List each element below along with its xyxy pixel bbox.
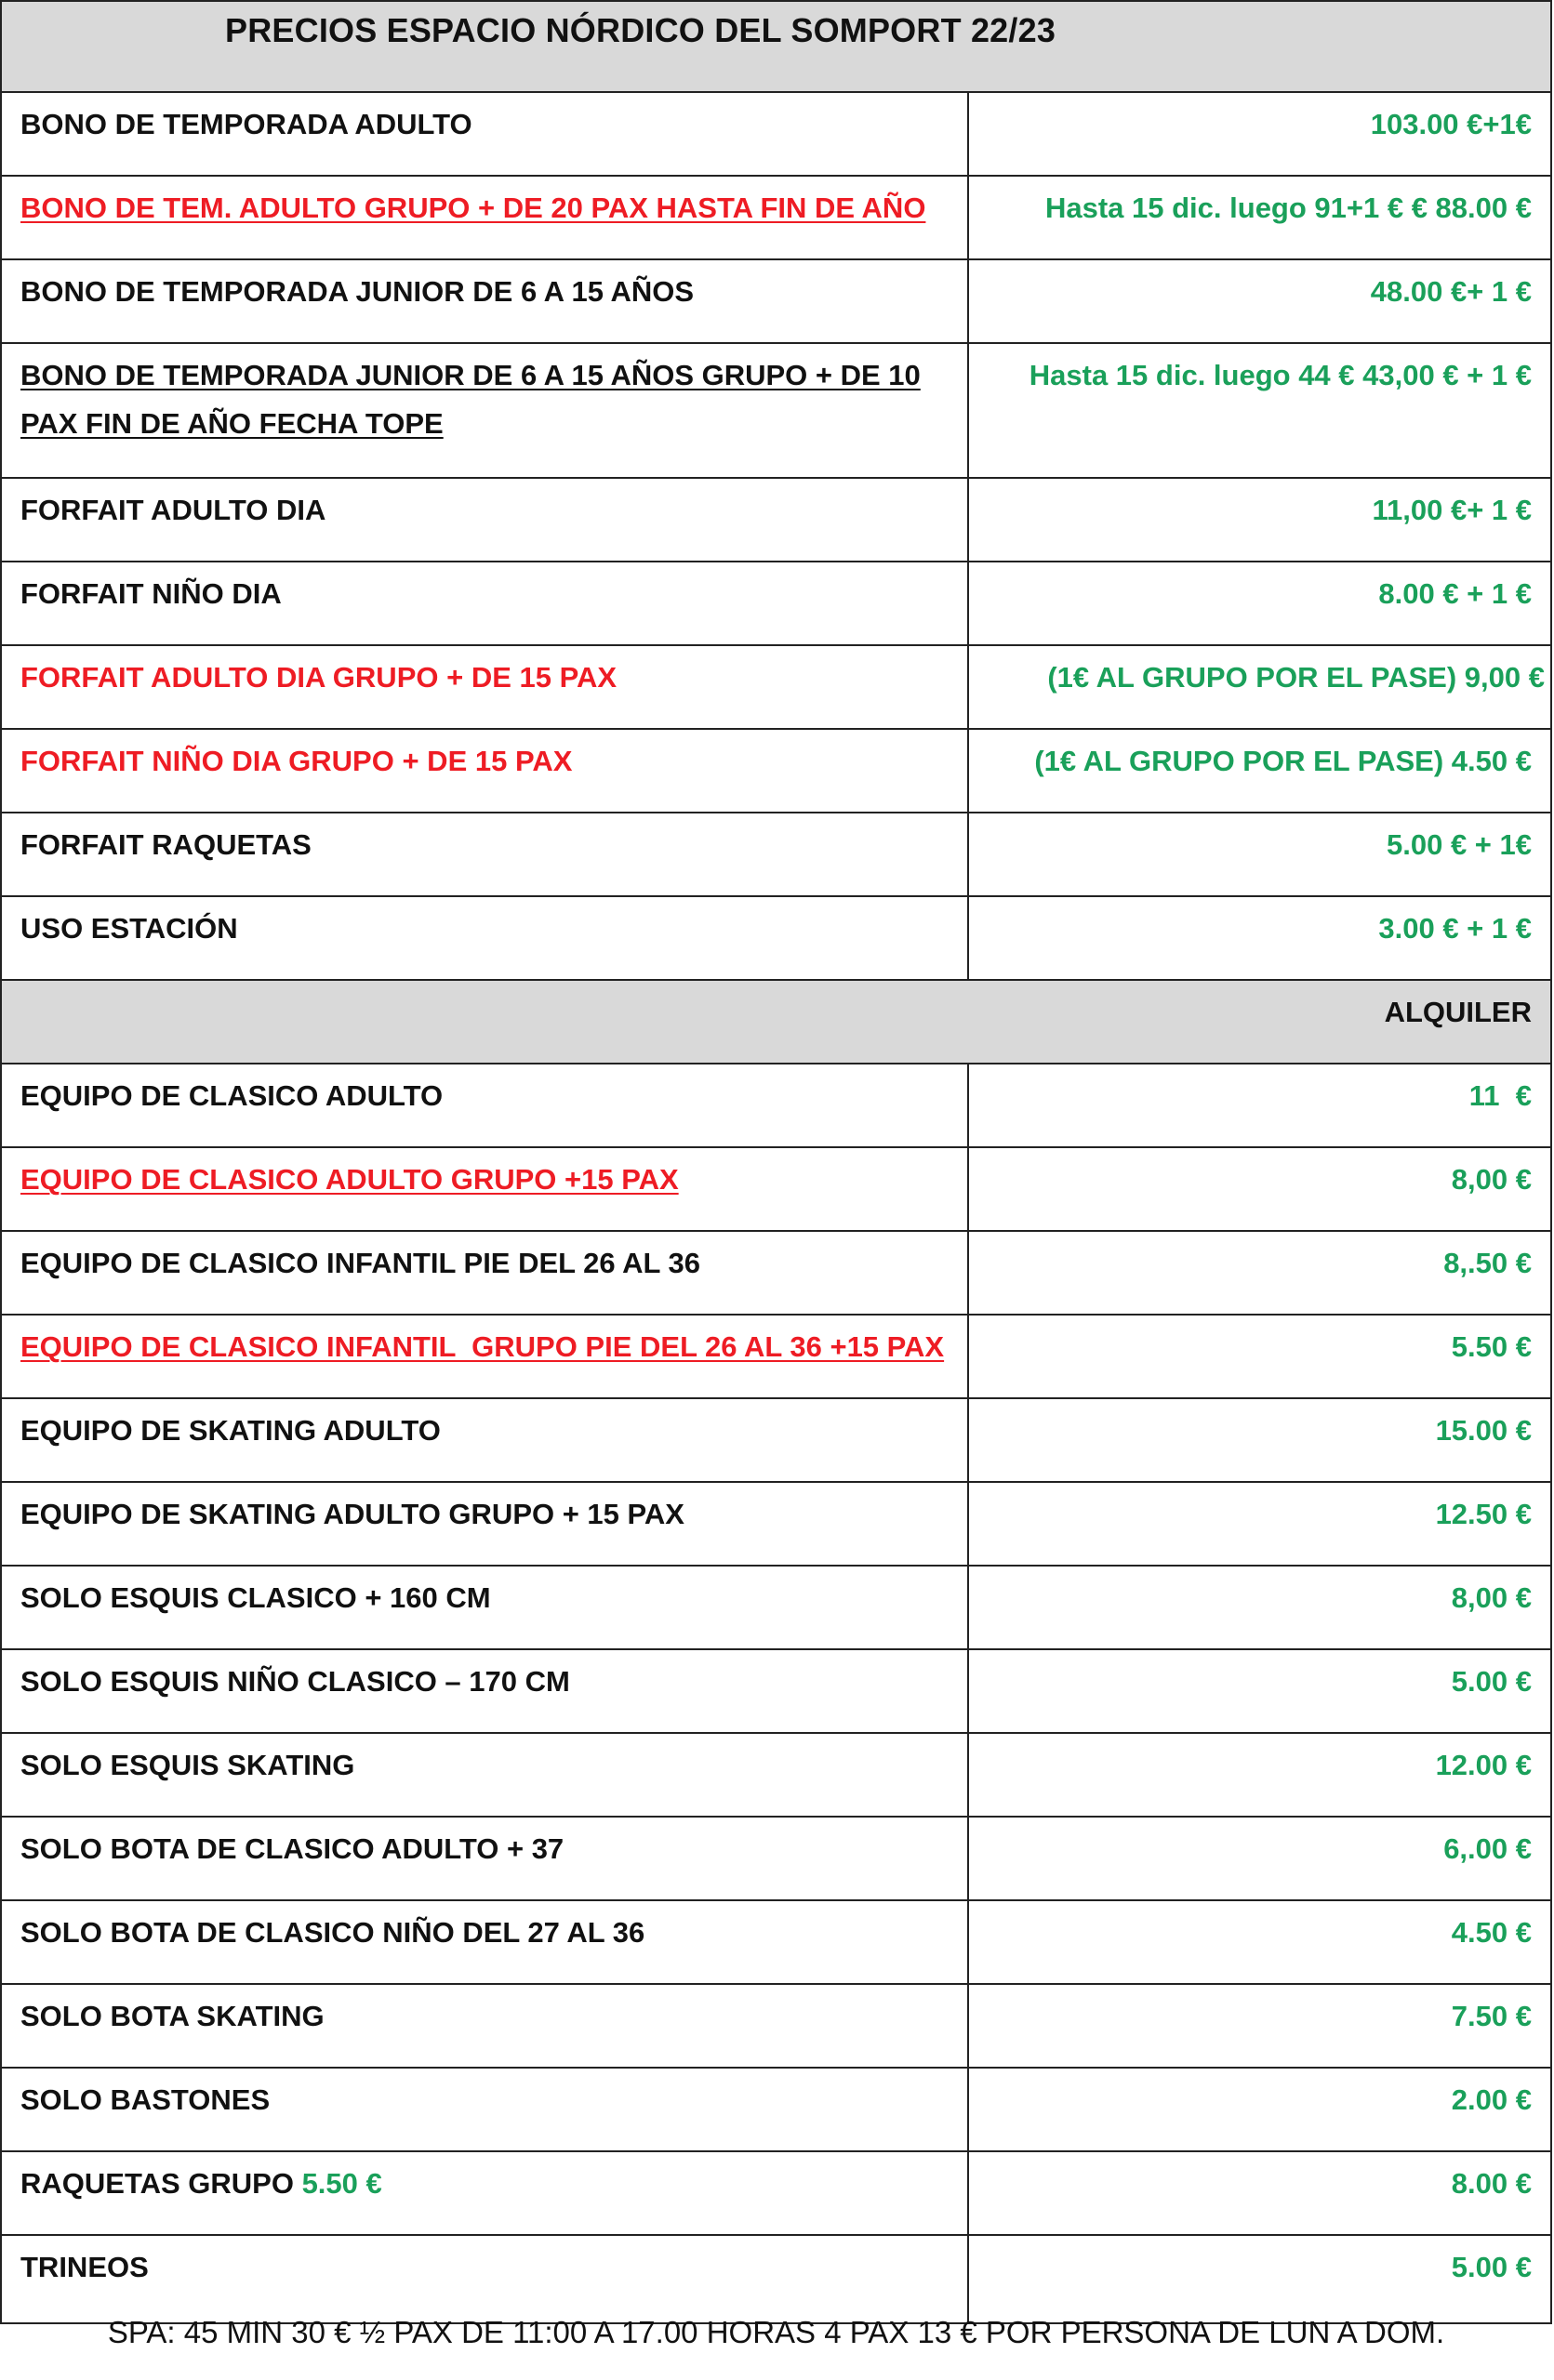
item-label: SOLO ESQUIS CLASICO + 160 CM <box>2 1567 969 1648</box>
price-row <box>0 646 1552 730</box>
item-label: FORFAIT NIÑO DIA <box>2 562 969 644</box>
price-row <box>0 479 1552 562</box>
price-row <box>0 177 1552 260</box>
item-price: 8,.50 € <box>1443 1247 1532 1279</box>
item-label: EQUIPO DE CLASICO INFANTIL PIE DEL 26 AL 36 <box>2 1232 969 1314</box>
title-bar <box>0 0 1552 93</box>
item-label: SOLO ESQUIS SKATING <box>2 1734 969 1816</box>
item-label: RAQUETAS GRUPO <box>20 2167 302 2200</box>
item-price: 5.00 € <box>1451 2251 1532 2283</box>
item-price: 6,.00 € <box>1443 1832 1532 1865</box>
item-label: EQUIPO DE CLASICO ADULTO GRUPO +15 PAX <box>20 1163 679 1196</box>
price-row <box>0 93 1552 177</box>
item-label: BONO DE TEMPORADA JUNIOR DE 6 A 15 AÑOS GRUPO + DE 10 <box>20 359 921 391</box>
item-label: BONO DE TEMPORADA JUNIOR DE 6 A 15 AÑOS <box>2 260 969 342</box>
item-price: 2.00 € <box>1451 2083 1532 2116</box>
item-label: FORFAIT RAQUETAS <box>2 813 969 895</box>
item-label: BONO DE TEM. ADULTO GRUPO + DE 20 PAX HASTA FIN DE AÑO <box>20 192 926 224</box>
spa-footer-note: SPA: 45 MIN 30 € ½ PAX DE 11:00 A 17.00 HORAS 4 PAX 13 € POR PERSONA DE LUN A DOM. <box>107 2315 1445 2349</box>
price-row <box>0 1148 1552 1232</box>
price-row <box>0 1232 1552 1316</box>
item-price: 5.50 € <box>1451 1330 1532 1363</box>
item-price: 15.00 € <box>1435 1414 1532 1447</box>
item-label-group-price: 5.50 € <box>301 2167 382 2200</box>
item-price: 8.00 € <box>1451 2167 1532 2200</box>
rental-section-header <box>0 981 1552 1064</box>
item-label: SOLO BOTA DE CLASICO ADULTO + 37 <box>2 1818 969 1899</box>
price-row <box>0 813 1552 897</box>
item-label: TRINEOS <box>2 2236 969 2322</box>
item-label: FORFAIT ADULTO DIA GRUPO + DE 15 PAX <box>2 646 969 728</box>
item-price: (1€ AL GRUPO POR EL PASE) 4.50 € <box>1034 745 1532 777</box>
item-label: EQUIPO DE SKATING ADULTO <box>2 1399 969 1481</box>
item-price: 8,00 € <box>1451 1163 1532 1196</box>
item-price: 48.00 €+ 1 € <box>1370 275 1532 308</box>
item-price: 12.50 € <box>1435 1498 1532 1530</box>
price-row <box>0 1399 1552 1483</box>
item-label: SOLO ESQUIS NIÑO CLASICO – 170 CM <box>2 1650 969 1732</box>
price-row <box>0 1567 1552 1650</box>
price-row <box>0 1985 1552 2069</box>
price-row <box>0 1734 1552 1818</box>
item-label: SOLO BOTA DE CLASICO NIÑO DEL 27 AL 36 <box>2 1901 969 1983</box>
item-label: SOLO BASTONES <box>2 2069 969 2150</box>
price-row <box>0 260 1552 344</box>
item-label: EQUIPO DE CLASICO INFANTIL GRUPO PIE DEL 26 AL 36 +15 PAX <box>20 1330 945 1363</box>
price-row <box>0 2152 1552 2236</box>
item-price: (1€ AL GRUPO POR EL PASE) 9,00 € <box>1047 661 1545 694</box>
item-label: BONO DE TEMPORADA ADULTO <box>2 93 969 175</box>
item-label: SOLO BOTA SKATING <box>2 1985 969 2067</box>
item-price: Hasta 15 dic. luego 44 € 43,00 € + 1 € <box>1029 359 1532 391</box>
item-label-line2: PAX FIN DE AÑO FECHA TOPE <box>20 407 444 440</box>
price-row <box>0 730 1552 813</box>
price-row <box>0 2236 1552 2324</box>
price-row <box>0 562 1552 646</box>
price-row <box>0 1818 1552 1901</box>
section-title: ALQUILER <box>1384 996 1532 1028</box>
price-row <box>0 1316 1552 1399</box>
item-price: 4.50 € <box>1451 1916 1532 1949</box>
item-price: 5.00 € + 1€ <box>1387 828 1532 861</box>
item-price: 8.00 € + 1 € <box>1378 577 1532 610</box>
price-row <box>0 897 1552 981</box>
item-price: 7.50 € <box>1451 2000 1532 2032</box>
price-row <box>0 1650 1552 1734</box>
item-label: EQUIPO DE CLASICO ADULTO <box>2 1064 969 1146</box>
item-price: 8,00 € <box>1451 1581 1532 1614</box>
price-row <box>0 2069 1552 2152</box>
item-price: 103.00 €+1€ <box>1370 108 1532 140</box>
price-row <box>0 1901 1552 1985</box>
item-price: 11 € <box>1468 1079 1532 1112</box>
item-label: FORFAIT NIÑO DIA GRUPO + DE 15 PAX <box>2 730 969 812</box>
item-label: EQUIPO DE SKATING ADULTO GRUPO + 15 PAX <box>2 1483 969 1565</box>
item-price: 5.00 € <box>1451 1665 1532 1698</box>
item-price: Hasta 15 dic. luego 91+1 € € 88.00 € <box>1044 192 1532 224</box>
item-label: FORFAIT ADULTO DIA <box>2 479 969 561</box>
item-price: 12.00 € <box>1435 1749 1532 1781</box>
page-title: PRECIOS ESPACIO NÓRDICO DEL SOMPORT 22/23 <box>225 11 1056 49</box>
item-price: 3.00 € + 1 € <box>1378 912 1532 945</box>
price-row <box>0 1483 1552 1567</box>
item-label: USO ESTACIÓN <box>2 897 969 979</box>
item-price: 11,00 €+ 1 € <box>1372 494 1532 526</box>
price-row <box>0 344 1552 479</box>
price-row <box>0 1064 1552 1148</box>
